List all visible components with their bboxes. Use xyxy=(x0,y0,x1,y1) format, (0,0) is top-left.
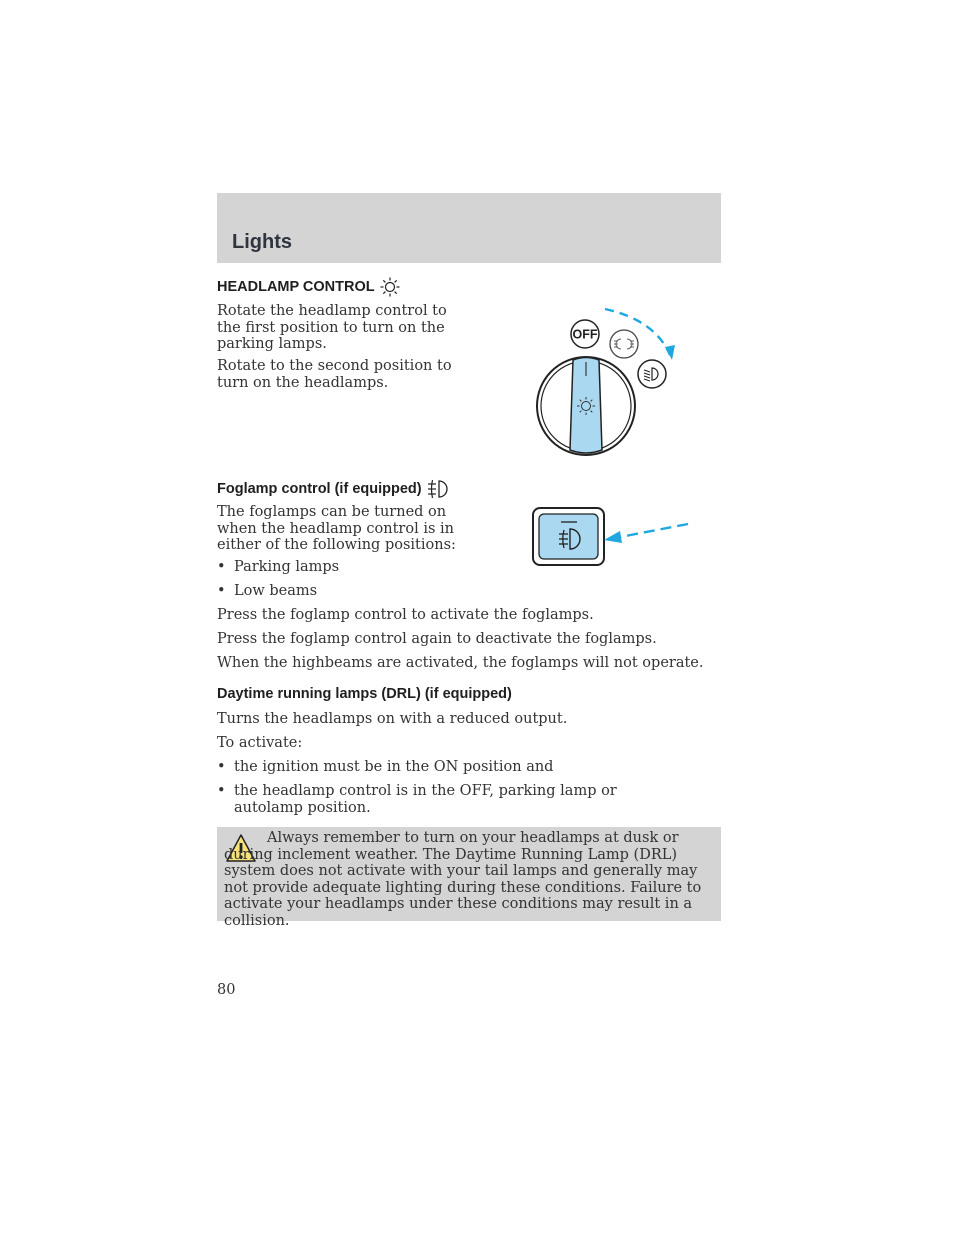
drl-bullet: • the ignition must be in the ON position and xyxy=(217,759,554,775)
foglamp-bullet: • Low beams xyxy=(217,583,318,599)
warning-box xyxy=(217,827,721,929)
foglamp-intro: The foglamps can be turned on when the headlamp control is in either of the following positions: xyxy=(217,504,456,553)
foglamp-bullet: • Parking lamps xyxy=(217,559,340,575)
foglamp-control-figure xyxy=(530,505,695,570)
section-header-band xyxy=(217,193,721,263)
off-position-label: OFF xyxy=(572,327,598,342)
foglamp-paragraph: When the highbeams are activated, the foglamps will not operate. xyxy=(217,655,704,671)
foglamp-pointer-arrow-head xyxy=(604,531,622,543)
foglamp-heading-text: Foglamp control (if equipped) xyxy=(217,481,422,497)
parking-lamp-position-icon xyxy=(610,330,638,358)
headlamp-control-figure xyxy=(530,300,690,465)
drl-heading-text: Daytime running lamps (DRL) (if equipped) xyxy=(217,686,512,702)
drl-heading xyxy=(217,686,512,702)
drl-bullet-text: the ignition must be in the ON position and xyxy=(234,759,554,775)
foglamp-button xyxy=(539,514,598,559)
headlamp-control-heading xyxy=(217,277,400,297)
headlamp-sun-icon xyxy=(380,277,400,297)
headlamp-paragraph-1: Rotate the headlamp control to the first position to turn on the parking lamps. xyxy=(217,303,447,352)
headlamp-paragraph-2: Rotate to the second position to turn on the headlamps. xyxy=(217,358,452,391)
off-position-icon xyxy=(571,320,599,348)
page-number: 80 xyxy=(217,982,236,998)
warning-text: Always remember to turn on your headlamps at dusk or during inclement weather. The Daytime Running Lamp (DRL) system does not activate with your tail lamps and generally may not provide adequate lighting during these conditions. Failure to activate your headlamps under these conditions may result in a collision. xyxy=(224,830,702,929)
drl-bullet-text: the headlamp control is in the OFF, parking lamp or autolamp position. xyxy=(234,783,617,816)
foglamp-paragraph: Press the foglamp control to activate the foglamps. xyxy=(217,607,594,623)
headlamp-control-heading-text: HEADLAMP CONTROL xyxy=(217,279,375,295)
foglamp-bullet-text: Low beams xyxy=(234,583,318,599)
foglamp-heading xyxy=(217,479,449,499)
drl-paragraph: Turns the headlamps on with a reduced output. xyxy=(217,711,568,727)
drl-bullet: • the headlamp control is in the OFF, parking lamp or autolamp position. xyxy=(217,783,677,816)
foglamp-bullet-text: Parking lamps xyxy=(234,559,340,575)
foglamp-paragraph: Press the foglamp control again to deactivate the foglamps. xyxy=(217,631,657,647)
rotation-arrow-head xyxy=(665,345,675,360)
foglamp-icon xyxy=(427,479,449,499)
drl-paragraph: To activate: xyxy=(217,735,303,751)
low-beam-position-icon xyxy=(638,360,666,388)
headlamp-knob xyxy=(537,357,635,455)
section-title: Lights xyxy=(232,231,292,253)
foglamp-pointer-arrow xyxy=(620,524,688,537)
